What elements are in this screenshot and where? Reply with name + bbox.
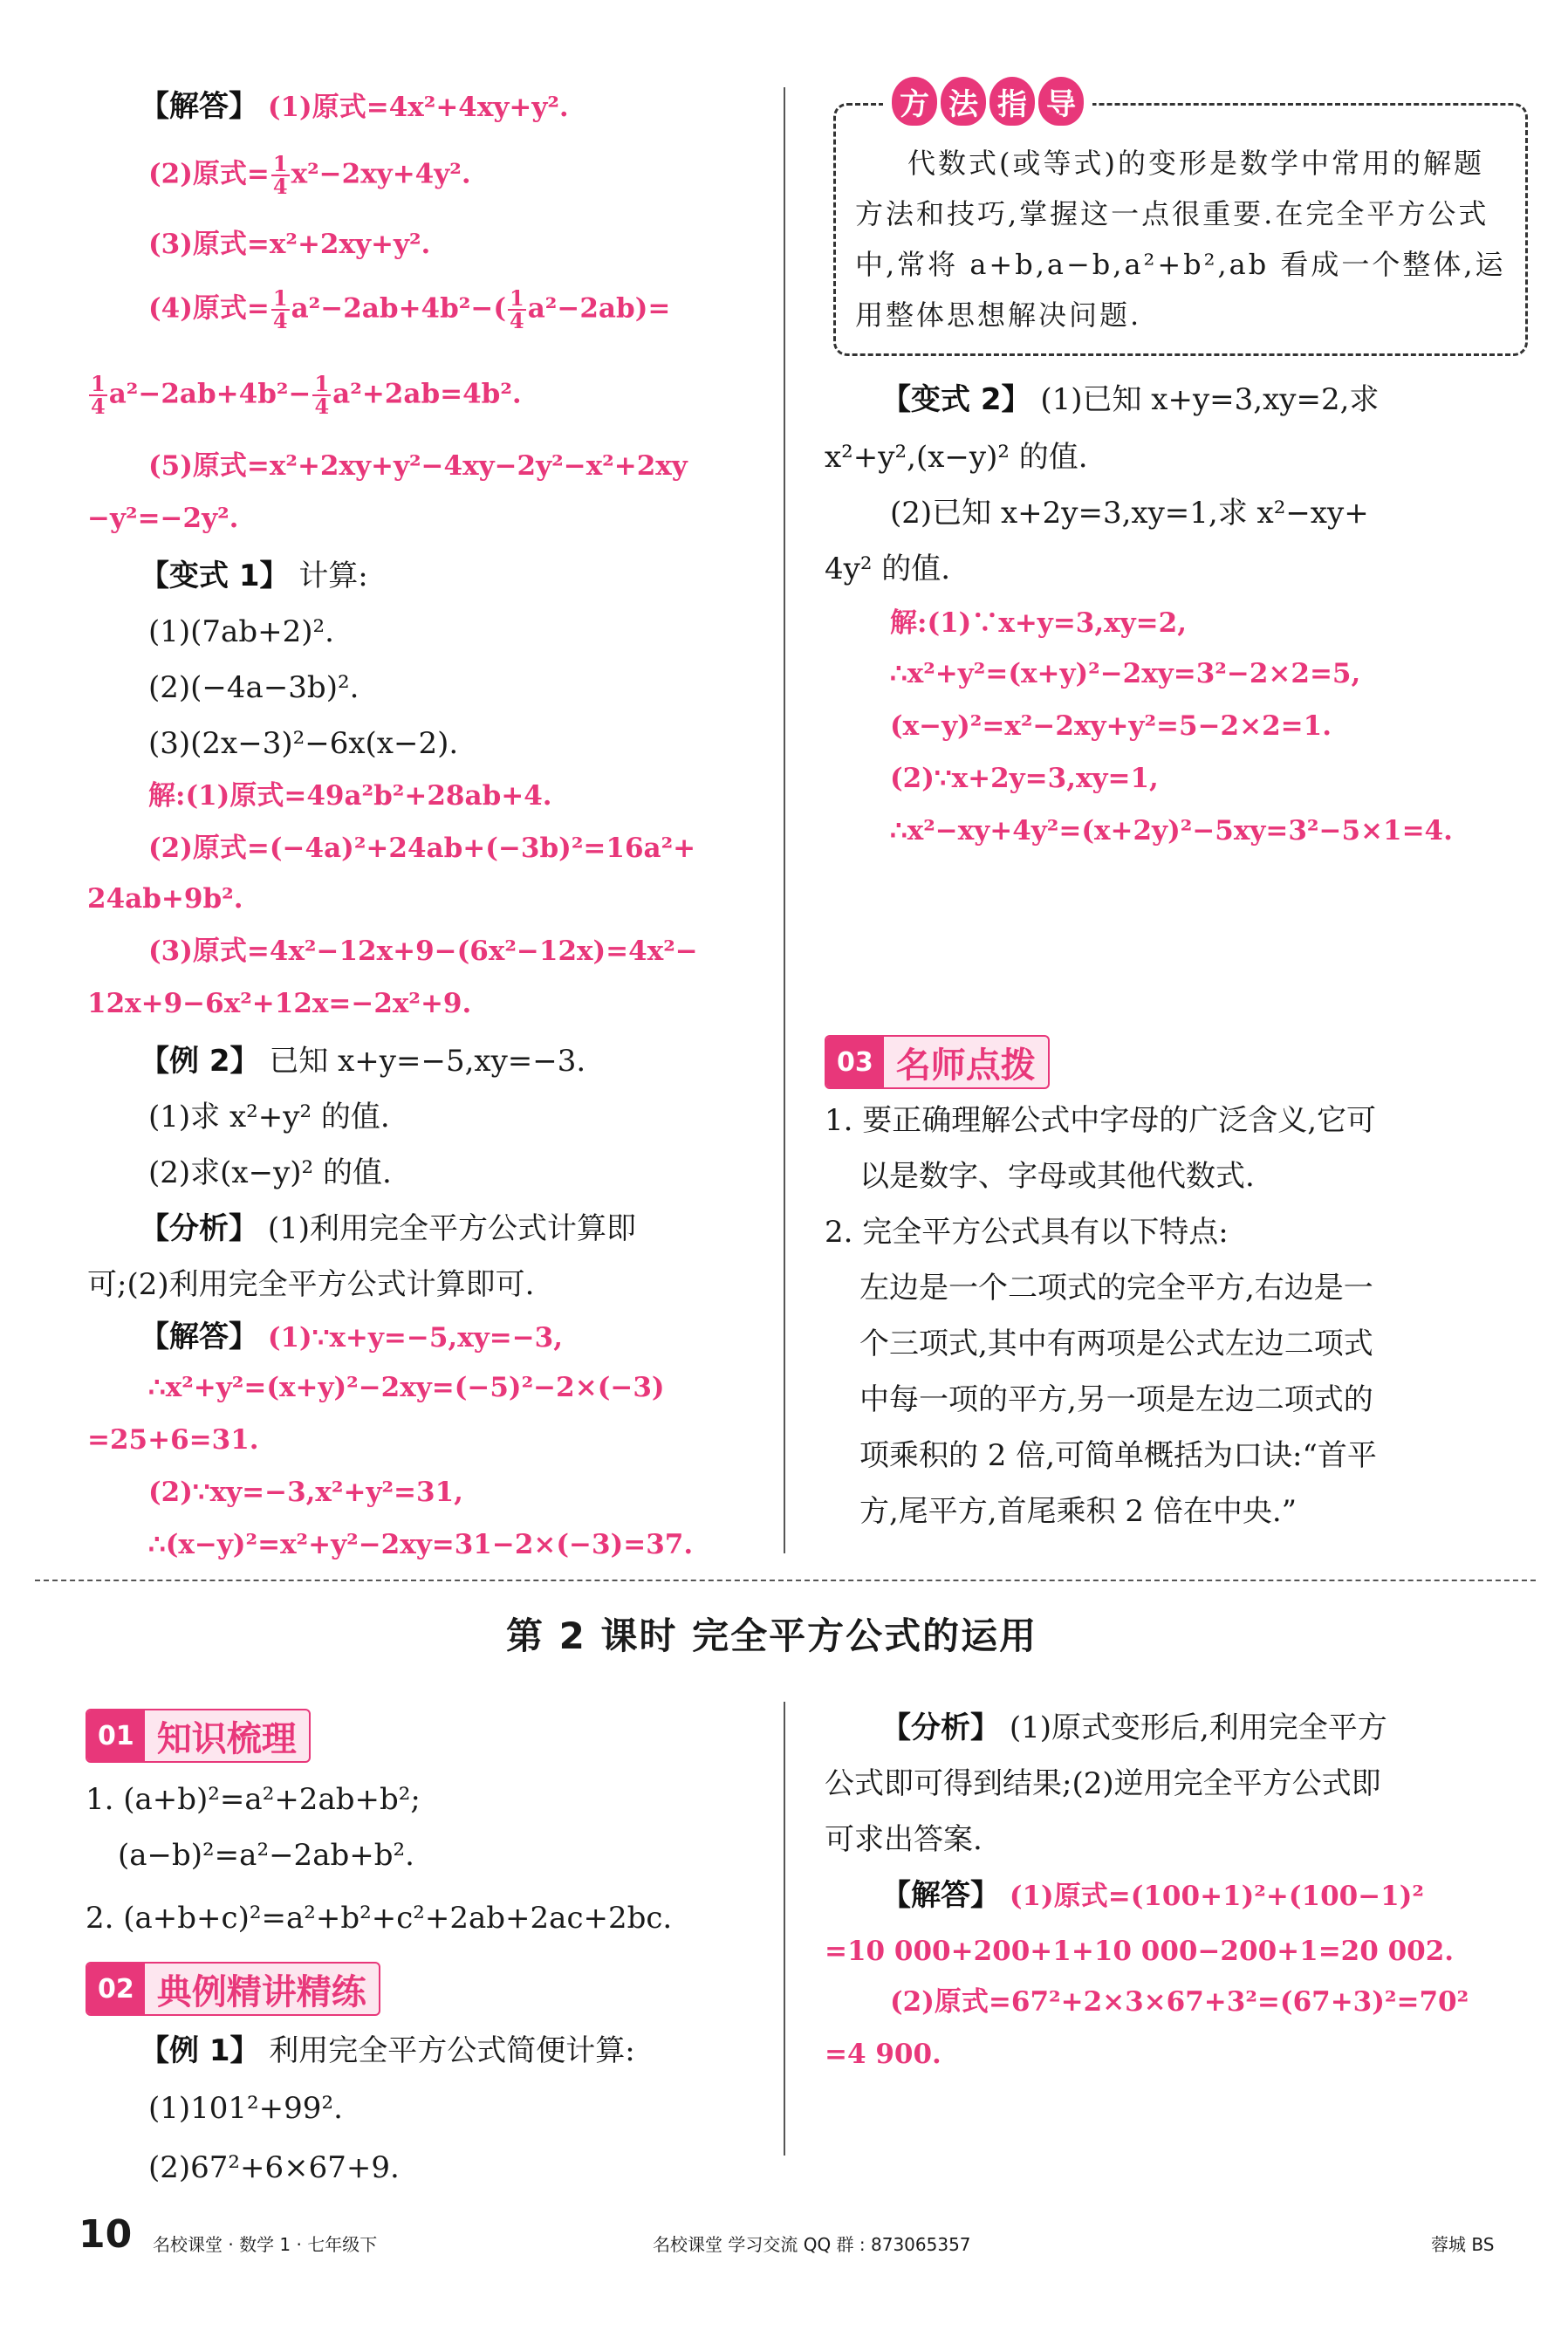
answer-label: 【解答】 — [140, 89, 258, 124]
badge-char: 指 — [989, 77, 1035, 126]
tip-point-2e-text: 项乘积的 2 倍,可简单概括为口诀:“首平 — [859, 1438, 1377, 1473]
fraction — [89, 371, 107, 419]
example1-q1 — [148, 2089, 343, 2128]
method-tip-line-2 — [855, 188, 1489, 239]
answer2-line2 — [148, 1368, 665, 1407]
variant1-q3 — [148, 724, 458, 763]
analysis-line2 — [87, 1265, 534, 1304]
answer2-heading — [140, 1318, 563, 1357]
analysis-heading — [140, 1210, 636, 1248]
tip-line-text: 代数式(或等式)的变形是数学中常用的解题 — [907, 147, 1484, 180]
variant1-a2-text: (2)原式=(−4a)²+24ab+(−3b)²=16a²+ — [148, 833, 696, 864]
analysis2-line3 — [825, 1820, 983, 1859]
answer2-label: 【解答】 — [140, 1319, 258, 1354]
fraction-numerator: 1 — [272, 285, 288, 311]
analysis-label: 【分析】 — [140, 1211, 258, 1246]
example2-text: 已知 x+y=−5,xy=−3. — [269, 1044, 586, 1079]
fraction-denominator: 4 — [314, 394, 330, 419]
answer2-5: ∴(x−y)²=x²+y²−2xy=31−2×(−3)=37. — [148, 1529, 694, 1560]
example2-heading — [140, 1042, 585, 1080]
example1-q2-text: (2)67²+6×67+9. — [148, 2150, 400, 2185]
answer-4-prefix: (4)原式= — [148, 292, 270, 325]
section-title: 名师点拨 — [895, 1045, 1036, 1086]
answer-line-4b — [87, 371, 522, 419]
tip-point-2b-text: 左边是一个二项式的完全平方,右边是一 — [859, 1271, 1373, 1306]
answer-4b-suffix: a²+2ab=4b². — [332, 378, 522, 410]
variant2-a2 — [890, 655, 1360, 693]
fraction-numerator: 1 — [510, 285, 524, 311]
edition-label: 蓉城 BS — [1431, 2234, 1495, 2255]
column-divider-top — [784, 87, 785, 1553]
answer-4-mid: a²−2ab+4b²−( — [291, 292, 507, 325]
method-tip-badge — [883, 77, 1092, 126]
variant1-a3 — [148, 932, 698, 970]
tip-point-1b-text: 以是数字、字母或其他代数式. — [859, 1159, 1255, 1194]
answer-2-suffix: x²−2xy+4y². — [291, 158, 471, 190]
variant1-q1 — [148, 613, 334, 651]
fraction-denominator: 4 — [91, 394, 106, 419]
variant1-a1 — [148, 777, 552, 815]
variant2-a4 — [890, 759, 1159, 798]
variant2-a1-text: 解:(1)∵x+y=3,xy=2, — [890, 607, 1187, 639]
answer-3: (3)原式=x²+2xy+y². — [148, 229, 431, 260]
example2-q2-text: (2)求(x−y)² 的值. — [148, 1155, 392, 1190]
tip-point-2c-text: 个三项式,其中有两项是公式左边二项式 — [859, 1326, 1373, 1361]
answer3-1: (1)原式=(100+1)²+(100−1)² — [1009, 1881, 1424, 1912]
variant2-label: 【变式 2】 — [881, 382, 1031, 417]
example2-label: 【例 2】 — [140, 1044, 260, 1079]
tip-point-2d-text: 中每一项的平方,另一项是左边二项式的 — [859, 1382, 1373, 1417]
answer-5: (5)原式=x²+2xy+y²−4xy−2y²−x²+2xy — [148, 450, 688, 482]
section-number: 01 — [87, 1710, 145, 1761]
knowledge-2-text: 2. (a+b+c)²=a²+b²+c²+2ab+2ac+2bc. — [86, 1901, 673, 1936]
tip-point-1b — [859, 1157, 1255, 1196]
tip-point-2d — [859, 1381, 1373, 1419]
variant1-a1-text: 解:(1)原式=49a²b²+28ab+4. — [148, 780, 552, 812]
answer3-2b: =4 900. — [825, 2039, 941, 2070]
answer3-line2 — [890, 1983, 1469, 2021]
variant1-a3b-text: 12x+9−6x²+12x=−2x²+9. — [87, 988, 472, 1019]
answer3-2: (2)原式=67²+2×3×67+3²=(67+3)²=70² — [890, 1986, 1469, 2018]
variant1-heading — [140, 557, 368, 595]
variant2-text4: 4y² 的值. — [825, 552, 951, 586]
tip-point-2c — [859, 1325, 1373, 1363]
knowledge-1b — [118, 1836, 414, 1875]
variant2-a2-text: ∴x²+y²=(x+y)²−2xy=3²−2×2=5, — [890, 658, 1361, 689]
answer-4-mid2: a²−2ab)= — [527, 292, 671, 325]
tip-point-1-text: 1. 要正确理解公式中字母的广泛含义,它可 — [825, 1103, 1377, 1138]
tip-point-2f — [859, 1492, 1297, 1531]
tip-point-2f-text: 方,尾平方,首尾乘积 2 倍在中央.” — [859, 1494, 1298, 1529]
fraction-numerator: 1 — [91, 371, 106, 396]
answer2-line4 — [148, 1473, 463, 1511]
answer-line-2 — [148, 151, 471, 199]
analysis2-text2: 公式即可得到结果;(2)逆用完全平方公式即 — [825, 1766, 1381, 1801]
variant1-q3-text: (3)(2x−3)²−6x(x−2). — [148, 726, 459, 761]
variant2-line3 — [890, 494, 1369, 532]
fraction-denominator: 4 — [272, 308, 288, 333]
variant1-a2b-text: 24ab+9b². — [87, 883, 243, 915]
example1-q1-text: (1)101²+99². — [148, 2091, 343, 2126]
tip-line-text: 用整体思想解决问题. — [855, 298, 1142, 332]
tip-point-2e — [859, 1436, 1377, 1475]
answer-line-1 — [140, 87, 569, 127]
fraction-numerator: 1 — [314, 371, 330, 396]
method-tip-line-4 — [855, 290, 1141, 340]
answer-1: (1)原式=4x²+4xy+y². — [267, 92, 569, 123]
variant1-a2b — [87, 880, 243, 918]
fraction — [271, 151, 290, 199]
fraction-denominator: 4 — [272, 174, 288, 199]
variant2-a5-text: ∴x²−xy+4y²=(x+2y)²−5xy=3²−5×1=4. — [890, 815, 1453, 846]
variant2-text: (1)已知 x+y=3,xy=2,求 — [1040, 382, 1380, 417]
analysis2-line2 — [825, 1765, 1381, 1803]
answer2-line5 — [148, 1525, 693, 1564]
badge-char: 法 — [941, 77, 986, 126]
variant2-text2: x²+y²,(x−y)² 的值. — [825, 440, 1088, 475]
analysis2-label: 【分析】 — [881, 1710, 1000, 1745]
example1-q2 — [148, 2149, 400, 2187]
badge-char: 导 — [1038, 77, 1084, 126]
variant1-q1-text: (1)(7ab+2)². — [148, 614, 334, 649]
variant1-label: 【变式 1】 — [140, 559, 290, 593]
variant2-line2 — [825, 438, 1088, 476]
answer-line-5 — [148, 447, 688, 485]
section-number: 02 — [87, 1964, 145, 2014]
example2-q2 — [148, 1154, 392, 1192]
section-title: 知识梳理 — [156, 1718, 297, 1759]
answer-line-4 — [148, 285, 671, 333]
section-tag-knowledge — [86, 1709, 311, 1763]
tip-point-2 — [825, 1213, 1229, 1251]
answer-5b: −y²=−2y². — [87, 503, 239, 534]
column-divider-bottom — [784, 1702, 785, 2156]
variant2-a5 — [890, 812, 1453, 850]
method-tip-line-3 — [855, 239, 1506, 290]
knowledge-1b-text: (a−b)²=a²−2ab+b². — [118, 1838, 414, 1873]
section-tag-teacher-tips — [825, 1035, 1050, 1089]
knowledge-1 — [86, 1780, 421, 1819]
tip-point-1 — [825, 1101, 1376, 1140]
answer3-1b: =10 000+200+1+10 000−200+1=20 002. — [825, 1936, 1455, 1967]
section-number: 03 — [826, 1037, 884, 1087]
page-number: 10 — [79, 2212, 133, 2257]
variant2-a3 — [890, 707, 1332, 745]
answer3-line1b — [825, 1932, 1454, 1971]
tip-line-text: 方法和技巧,掌握这一点很重要.在完全平方公式 — [855, 197, 1489, 230]
variant1-a2 — [148, 829, 695, 867]
fraction-denominator: 4 — [510, 308, 524, 333]
variant2-line4 — [825, 550, 950, 588]
answer-2-prefix: (2)原式= — [148, 158, 270, 190]
badge-char: 方 — [892, 77, 937, 126]
variant2-heading — [881, 380, 1379, 419]
analysis-text2: 可;(2)利用完全平方公式计算即可. — [87, 1267, 535, 1302]
answer2-3: =25+6=31. — [87, 1424, 259, 1456]
answer2-2: ∴x²+y²=(x+y)²−2xy=(−5)²−2×(−3) — [148, 1372, 665, 1403]
book-info: 名校课堂 · 数学 1 · 七年级下 — [153, 2234, 378, 2255]
variant2-text3: (2)已知 x+2y=3,xy=1,求 x²−xy+ — [890, 496, 1369, 531]
example2-q1 — [148, 1098, 390, 1136]
knowledge-2 — [86, 1899, 672, 1937]
variant2-a1 — [890, 604, 1187, 642]
section-title: 典例精讲精练 — [156, 1971, 366, 2012]
lesson-title: 第 2 课时 完全平方公式的运用 — [506, 1614, 1038, 1657]
variant1-text: 计算: — [298, 559, 368, 593]
answer-line-3 — [148, 225, 430, 264]
knowledge-1-text: 1. (a+b)²=a²+2ab+b²; — [86, 1782, 421, 1817]
section-separator — [35, 1580, 1536, 1581]
answer-4b-mid: a²−2ab+4b²− — [108, 378, 312, 410]
fraction — [508, 285, 526, 333]
section-tag-examples — [86, 1962, 380, 2016]
analysis2-text: (1)原式变形后,利用完全平方 — [1009, 1710, 1387, 1745]
method-tip-line-1 — [907, 138, 1484, 188]
example2-q1-text: (1)求 x²+y² 的值. — [148, 1100, 390, 1134]
example1-label: 【例 1】 — [140, 2033, 260, 2068]
variant2-a4-text: (2)∵x+2y=3,xy=1, — [890, 763, 1159, 794]
example1-heading — [140, 2032, 635, 2070]
variant1-q2 — [148, 668, 359, 707]
answer2-line3 — [87, 1421, 259, 1459]
variant1-q2-text: (2)(−4a−3b)². — [148, 670, 359, 705]
variant1-a3-text: (3)原式=4x²−12x+9−(6x²−12x)=4x²− — [148, 936, 698, 967]
fraction-numerator: 1 — [272, 151, 288, 176]
answer2-4: (2)∵xy=−3,x²+y²=31, — [148, 1477, 463, 1508]
answer3-line2b — [825, 2035, 941, 2073]
answer3-heading — [881, 1876, 1424, 1916]
answer2-1: (1)∵x+y=−5,xy=−3, — [267, 1322, 564, 1354]
answer-line-5b — [87, 499, 238, 538]
qq-group: 名校课堂 学习交流 QQ 群 : 873065357 — [653, 2234, 971, 2255]
analysis2-heading — [881, 1709, 1387, 1747]
variant1-a3b — [87, 984, 471, 1023]
fraction — [271, 285, 290, 333]
analysis2-text3: 可求出答案. — [825, 1822, 983, 1857]
tip-point-2-text: 2. 完全平方公式具有以下特点: — [825, 1215, 1229, 1250]
tip-point-2b — [859, 1269, 1373, 1307]
example1-text: 利用完全平方公式简便计算: — [269, 2033, 635, 2068]
answer3-label: 【解答】 — [881, 1878, 1000, 1913]
fraction — [312, 371, 331, 419]
variant2-a3-text: (x−y)²=x²−2xy+y²=5−2×2=1. — [890, 710, 1332, 742]
tip-line-text: 中,常将 a+b,a−b,a²+b²,ab 看成一个整体,运 — [855, 248, 1506, 281]
analysis-text: (1)利用完全平方公式计算即 — [267, 1211, 636, 1246]
